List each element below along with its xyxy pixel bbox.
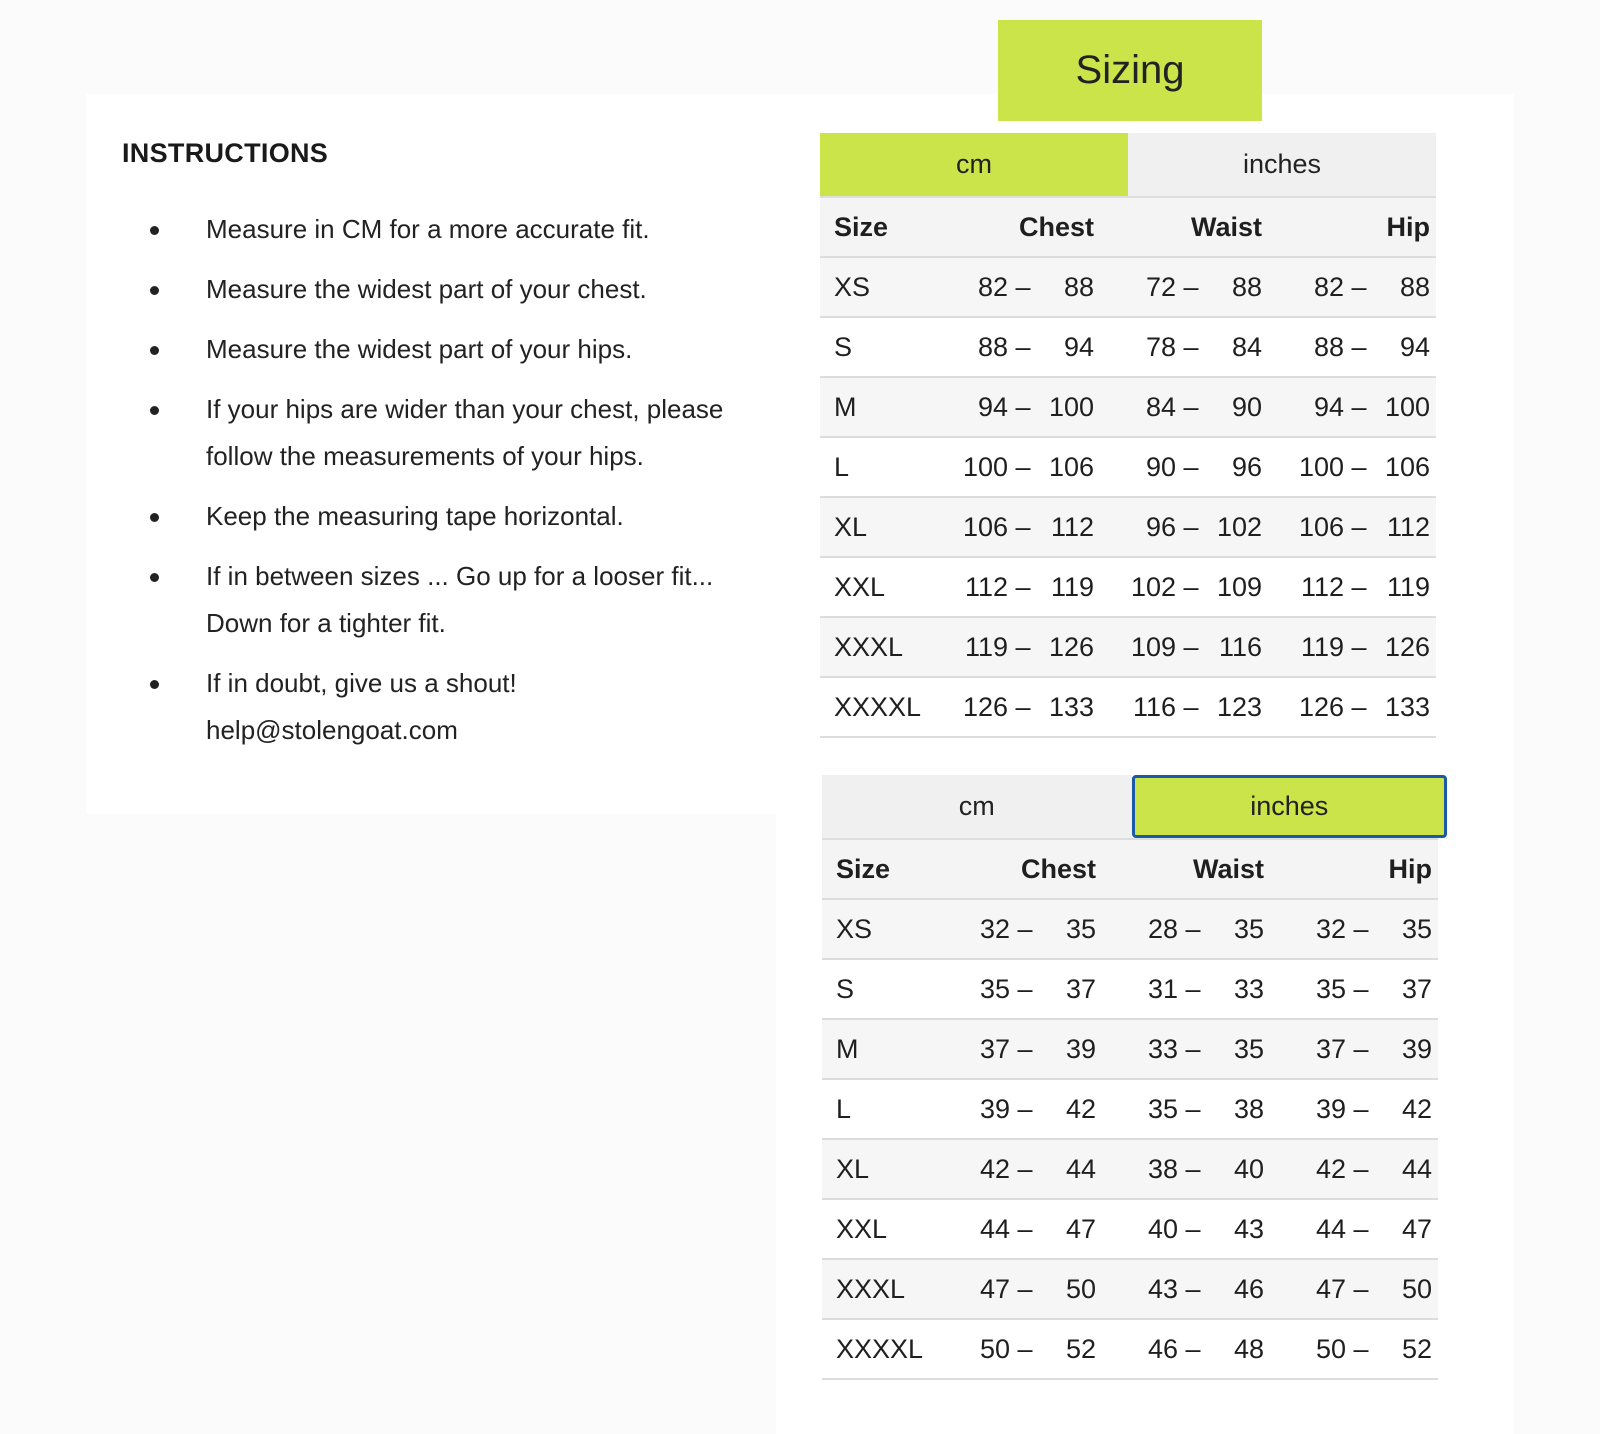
- size-cell: XXXL: [836, 1273, 906, 1304]
- chest-max: 126: [1048, 631, 1094, 662]
- hip-min: 126: [1298, 691, 1344, 722]
- waist-min: 33: [1147, 1033, 1178, 1064]
- table-header-row: [820, 198, 1436, 258]
- bullet-icon: [150, 226, 159, 235]
- hip-cell: [1270, 1034, 1438, 1065]
- size-cell: XXL: [836, 1213, 888, 1244]
- waist-cell: [1102, 914, 1270, 945]
- hip-cell: [1270, 974, 1438, 1005]
- support-email-link[interactable]: help@stolengoat.com: [206, 715, 458, 745]
- hip-max: 133: [1384, 691, 1430, 722]
- column-header-hip: Hip: [1386, 211, 1430, 242]
- range-separator: –: [1017, 913, 1033, 944]
- waist-min: 109: [1130, 631, 1176, 662]
- table-row: [820, 318, 1436, 378]
- hip-cell: [1268, 632, 1436, 663]
- range-separator: –: [1351, 391, 1367, 422]
- range-separator: –: [1185, 973, 1201, 1004]
- range-separator: –: [1185, 1333, 1201, 1364]
- range-separator: –: [1015, 511, 1031, 542]
- range-separator: –: [1017, 1033, 1033, 1064]
- size-cell: XL: [836, 1153, 870, 1184]
- column-header-size: Size: [834, 211, 889, 242]
- column-header-waist: Waist: [1190, 211, 1262, 242]
- hip-max: 106: [1384, 451, 1430, 482]
- table-row: [822, 960, 1438, 1020]
- bullet-icon: [150, 286, 159, 295]
- table-row: [820, 618, 1436, 678]
- waist-min: 43: [1147, 1273, 1178, 1304]
- hip-max: 42: [1401, 1093, 1432, 1124]
- sizing-title: Sizing: [998, 20, 1262, 121]
- range-separator: –: [1185, 1273, 1201, 1304]
- chest-cell: [940, 632, 1100, 663]
- hip-cell: [1268, 272, 1436, 303]
- chest-max: 52: [1065, 1333, 1096, 1364]
- waist-cell: [1100, 572, 1268, 603]
- chest-cell: [942, 1274, 1102, 1305]
- chest-cell: [942, 1154, 1102, 1185]
- range-separator: –: [1351, 571, 1367, 602]
- chest-max: 47: [1065, 1213, 1096, 1244]
- bullet-icon: [150, 513, 159, 522]
- hip-cell: [1268, 512, 1436, 543]
- table-row: [820, 678, 1436, 738]
- range-separator: –: [1353, 913, 1369, 944]
- waist-min: 116: [1132, 691, 1176, 722]
- waist-max: 43: [1233, 1213, 1264, 1244]
- waist-min: 28: [1147, 913, 1178, 944]
- chest-min: 106: [962, 511, 1008, 542]
- hip-min: 82: [1313, 271, 1344, 302]
- instruction-item: [150, 206, 770, 253]
- hip-max: 126: [1384, 631, 1430, 662]
- waist-cell: [1100, 632, 1268, 663]
- range-separator: –: [1017, 1213, 1033, 1244]
- instruction-item: [150, 660, 770, 754]
- size-cell: S: [836, 973, 855, 1004]
- instruction-item: [150, 326, 770, 373]
- hip-min: 47: [1315, 1273, 1346, 1304]
- instruction-text: Measure the widest part of your hips.: [206, 334, 633, 364]
- instruction-item: [150, 553, 770, 647]
- hip-min: 100: [1298, 451, 1344, 482]
- waist-min: 35: [1147, 1093, 1178, 1124]
- waist-cell: [1100, 512, 1268, 543]
- table-row: [822, 900, 1438, 960]
- hip-max: 112: [1386, 511, 1430, 542]
- hip-max: 88: [1399, 271, 1430, 302]
- waist-max: 40: [1233, 1153, 1264, 1184]
- hip-cell: [1270, 914, 1438, 945]
- range-separator: –: [1185, 1033, 1201, 1064]
- instruction-text: If your hips are wider than your chest, please: [206, 394, 724, 424]
- tab-inches[interactable]: inches: [1128, 133, 1436, 196]
- chest-max: 100: [1048, 391, 1094, 422]
- range-separator: –: [1353, 1153, 1369, 1184]
- chest-cell: [942, 1214, 1102, 1245]
- unit-tabs: [822, 775, 1438, 840]
- waist-min: 90: [1145, 451, 1176, 482]
- range-separator: –: [1353, 1093, 1369, 1124]
- instruction-text: Measure in CM for a more accurate fit.: [206, 214, 650, 244]
- chest-min: 47: [979, 1273, 1010, 1304]
- chest-cell: [942, 1094, 1102, 1125]
- hip-min: 94: [1313, 391, 1344, 422]
- hip-min: 119: [1300, 631, 1344, 662]
- chest-max: 39: [1065, 1033, 1096, 1064]
- table-row: [822, 1140, 1438, 1200]
- waist-max: 35: [1233, 1033, 1264, 1064]
- size-cell: XXXXL: [834, 691, 922, 722]
- hip-cell: [1268, 572, 1436, 603]
- chest-cell: [940, 332, 1100, 363]
- instruction-item: [150, 493, 770, 540]
- waist-max: 102: [1216, 511, 1262, 542]
- size-cell: M: [834, 391, 857, 422]
- hip-cell: [1270, 1094, 1438, 1125]
- hip-max: 35: [1401, 913, 1432, 944]
- range-separator: –: [1353, 1033, 1369, 1064]
- chest-max: 42: [1065, 1093, 1096, 1124]
- chest-min: 100: [962, 451, 1008, 482]
- instruction-text: Down for a tighter fit.: [206, 608, 446, 638]
- instructions-list: [150, 206, 770, 767]
- range-separator: –: [1017, 1093, 1033, 1124]
- table-row: [822, 1200, 1438, 1260]
- chest-max: 88: [1063, 271, 1094, 302]
- range-separator: –: [1353, 973, 1369, 1004]
- table-row: [820, 258, 1436, 318]
- chest-min: 94: [977, 391, 1008, 422]
- chest-max: 94: [1063, 331, 1094, 362]
- range-separator: –: [1185, 1213, 1201, 1244]
- column-header-hip: Hip: [1388, 853, 1432, 884]
- hip-max: 50: [1401, 1273, 1432, 1304]
- size-cell: L: [836, 1093, 852, 1124]
- chest-max: 44: [1065, 1153, 1096, 1184]
- range-separator: –: [1017, 973, 1033, 1004]
- range-separator: –: [1351, 631, 1367, 662]
- range-separator: –: [1185, 913, 1201, 944]
- waist-min: 46: [1147, 1333, 1178, 1364]
- table-row: [820, 378, 1436, 438]
- range-separator: –: [1183, 331, 1199, 362]
- range-separator: –: [1017, 1333, 1033, 1364]
- column-header-size: Size: [836, 853, 891, 884]
- hip-cell: [1270, 1274, 1438, 1305]
- range-separator: –: [1183, 571, 1199, 602]
- waist-cell: [1100, 272, 1268, 303]
- hip-min: 32: [1315, 913, 1346, 944]
- table-body: [820, 198, 1436, 738]
- waist-cell: [1102, 1274, 1270, 1305]
- hip-min: 106: [1298, 511, 1344, 542]
- waist-cell: [1100, 392, 1268, 423]
- range-separator: –: [1015, 331, 1031, 362]
- range-separator: –: [1015, 631, 1031, 662]
- bullet-icon: [150, 346, 159, 355]
- waist-min: 31: [1147, 973, 1178, 1004]
- range-separator: –: [1183, 691, 1199, 722]
- size-table-cm: [820, 133, 1436, 738]
- chest-cell: [940, 392, 1100, 423]
- instruction-item: [150, 386, 770, 480]
- bullet-icon: [150, 573, 159, 582]
- size-table-inches: [822, 775, 1438, 1380]
- hip-min: 88: [1313, 331, 1344, 362]
- hip-max: 39: [1401, 1033, 1432, 1064]
- waist-cell: [1100, 452, 1268, 483]
- waist-max: 116: [1218, 631, 1262, 662]
- waist-min: 72: [1145, 271, 1176, 302]
- waist-min: 96: [1145, 511, 1176, 542]
- size-cell: XXL: [834, 571, 886, 602]
- waist-min: 84: [1145, 391, 1176, 422]
- range-separator: –: [1183, 451, 1199, 482]
- hip-max: 47: [1401, 1213, 1432, 1244]
- bullet-icon: [150, 680, 159, 689]
- hip-cell: [1268, 452, 1436, 483]
- waist-cell: [1100, 332, 1268, 363]
- hip-cell: [1270, 1334, 1438, 1365]
- chest-min: 35: [979, 973, 1010, 1004]
- column-header-waist: Waist: [1192, 853, 1264, 884]
- range-separator: –: [1015, 571, 1031, 602]
- chest-min: 32: [979, 913, 1010, 944]
- instruction-text: Measure the widest part of your chest.: [206, 274, 647, 304]
- chest-cell: [942, 914, 1102, 945]
- hip-cell: [1270, 1214, 1438, 1245]
- waist-cell: [1100, 692, 1268, 723]
- size-cell: M: [836, 1033, 859, 1064]
- hip-max: 94: [1399, 331, 1430, 362]
- hip-cell: [1268, 392, 1436, 423]
- waist-max: 123: [1216, 691, 1262, 722]
- hip-max: 52: [1401, 1333, 1432, 1364]
- table-header-row: [822, 840, 1438, 900]
- table-row: [820, 498, 1436, 558]
- waist-cell: [1102, 974, 1270, 1005]
- hip-cell: [1268, 692, 1436, 723]
- instruction-text: If in doubt, give us a shout!: [206, 668, 517, 698]
- hip-min: 37: [1315, 1033, 1346, 1064]
- tab-cm[interactable]: cm: [820, 133, 1128, 196]
- range-separator: –: [1353, 1213, 1369, 1244]
- range-separator: –: [1351, 691, 1367, 722]
- size-cell: XS: [834, 271, 871, 302]
- table-row: [822, 1260, 1438, 1320]
- chest-min: 44: [979, 1213, 1010, 1244]
- chest-cell: [940, 572, 1100, 603]
- chest-max: 35: [1065, 913, 1096, 944]
- range-separator: –: [1351, 451, 1367, 482]
- hip-cell: [1270, 1154, 1438, 1185]
- chest-min: 39: [979, 1093, 1010, 1124]
- chest-max: 112: [1050, 511, 1094, 542]
- range-separator: –: [1183, 511, 1199, 542]
- bullet-icon: [150, 406, 159, 415]
- hip-min: 44: [1315, 1213, 1346, 1244]
- range-separator: –: [1351, 271, 1367, 302]
- instruction-text: If in between sizes ... Go up for a looser fit...: [206, 561, 714, 591]
- range-separator: –: [1015, 271, 1031, 302]
- chest-cell: [942, 1034, 1102, 1065]
- column-header-chest: Chest: [1020, 853, 1096, 884]
- instruction-text: follow the measurements of your hips.: [206, 441, 644, 471]
- chest-cell: [942, 974, 1102, 1005]
- range-separator: –: [1015, 691, 1031, 722]
- chest-max: 50: [1065, 1273, 1096, 1304]
- waist-cell: [1102, 1334, 1270, 1365]
- chest-cell: [940, 452, 1100, 483]
- chest-min: 88: [977, 331, 1008, 362]
- range-separator: –: [1351, 331, 1367, 362]
- chest-min: 126: [962, 691, 1008, 722]
- waist-max: 35: [1233, 913, 1264, 944]
- hip-min: 50: [1315, 1333, 1346, 1364]
- instruction-item: [150, 266, 770, 313]
- range-separator: –: [1015, 391, 1031, 422]
- table-row: [822, 1020, 1438, 1080]
- waist-max: 88: [1231, 271, 1262, 302]
- waist-cell: [1102, 1034, 1270, 1065]
- hip-max: 37: [1401, 973, 1432, 1004]
- range-separator: –: [1183, 271, 1199, 302]
- range-separator: –: [1183, 391, 1199, 422]
- waist-max: 96: [1231, 451, 1262, 482]
- waist-cell: [1102, 1154, 1270, 1185]
- table-row: [820, 438, 1436, 498]
- tab-inches[interactable]: inches: [1132, 775, 1448, 838]
- range-separator: –: [1015, 451, 1031, 482]
- chest-max: 106: [1048, 451, 1094, 482]
- waist-max: 90: [1231, 391, 1262, 422]
- hip-max: 100: [1384, 391, 1430, 422]
- waist-max: 109: [1216, 571, 1262, 602]
- waist-min: 78: [1145, 331, 1176, 362]
- chest-min: 37: [979, 1033, 1010, 1064]
- chest-min: 112: [964, 571, 1008, 602]
- size-cell: XL: [834, 511, 868, 542]
- table-body: [822, 840, 1438, 1380]
- chest-min: 42: [979, 1153, 1010, 1184]
- unit-tabs: [820, 133, 1436, 198]
- range-separator: –: [1353, 1273, 1369, 1304]
- range-separator: –: [1017, 1273, 1033, 1304]
- waist-min: 38: [1147, 1153, 1178, 1184]
- size-cell: XXXL: [834, 631, 904, 662]
- waist-cell: [1102, 1094, 1270, 1125]
- size-cell: XS: [836, 913, 873, 944]
- waist-min: 102: [1130, 571, 1176, 602]
- table-row: [822, 1080, 1438, 1140]
- chest-max: 133: [1048, 691, 1094, 722]
- waist-max: 48: [1233, 1333, 1264, 1364]
- hip-min: 42: [1315, 1153, 1346, 1184]
- waist-max: 38: [1233, 1093, 1264, 1124]
- chest-min: 82: [977, 271, 1008, 302]
- chest-cell: [940, 692, 1100, 723]
- chest-max: 119: [1050, 571, 1094, 602]
- size-cell: L: [834, 451, 850, 482]
- waist-min: 40: [1147, 1213, 1178, 1244]
- hip-max: 119: [1386, 571, 1430, 602]
- range-separator: –: [1185, 1093, 1201, 1124]
- hip-cell: [1268, 332, 1436, 363]
- chest-max: 37: [1065, 973, 1096, 1004]
- range-separator: –: [1351, 511, 1367, 542]
- instruction-text: Keep the measuring tape horizontal.: [206, 501, 624, 531]
- chest-cell: [940, 272, 1100, 303]
- range-separator: –: [1183, 631, 1199, 662]
- chest-cell: [940, 512, 1100, 543]
- chest-min: 50: [979, 1333, 1010, 1364]
- waist-cell: [1102, 1214, 1270, 1245]
- waist-max: 33: [1233, 973, 1264, 1004]
- waist-max: 84: [1231, 331, 1262, 362]
- instructions-heading: INSTRUCTIONS: [122, 138, 329, 168]
- hip-min: 112: [1300, 571, 1344, 602]
- size-cell: S: [834, 331, 853, 362]
- range-separator: –: [1017, 1153, 1033, 1184]
- table-row: [822, 1320, 1438, 1380]
- column-header-chest: Chest: [1018, 211, 1094, 242]
- waist-max: 46: [1233, 1273, 1264, 1304]
- chest-min: 119: [964, 631, 1008, 662]
- range-separator: –: [1353, 1333, 1369, 1364]
- chest-cell: [942, 1334, 1102, 1365]
- tab-cm[interactable]: cm: [822, 775, 1132, 838]
- table-row: [820, 558, 1436, 618]
- size-cell: XXXXL: [836, 1333, 924, 1364]
- hip-max: 44: [1401, 1153, 1432, 1184]
- hip-min: 35: [1315, 973, 1346, 1004]
- hip-min: 39: [1315, 1093, 1346, 1124]
- range-separator: –: [1185, 1153, 1201, 1184]
